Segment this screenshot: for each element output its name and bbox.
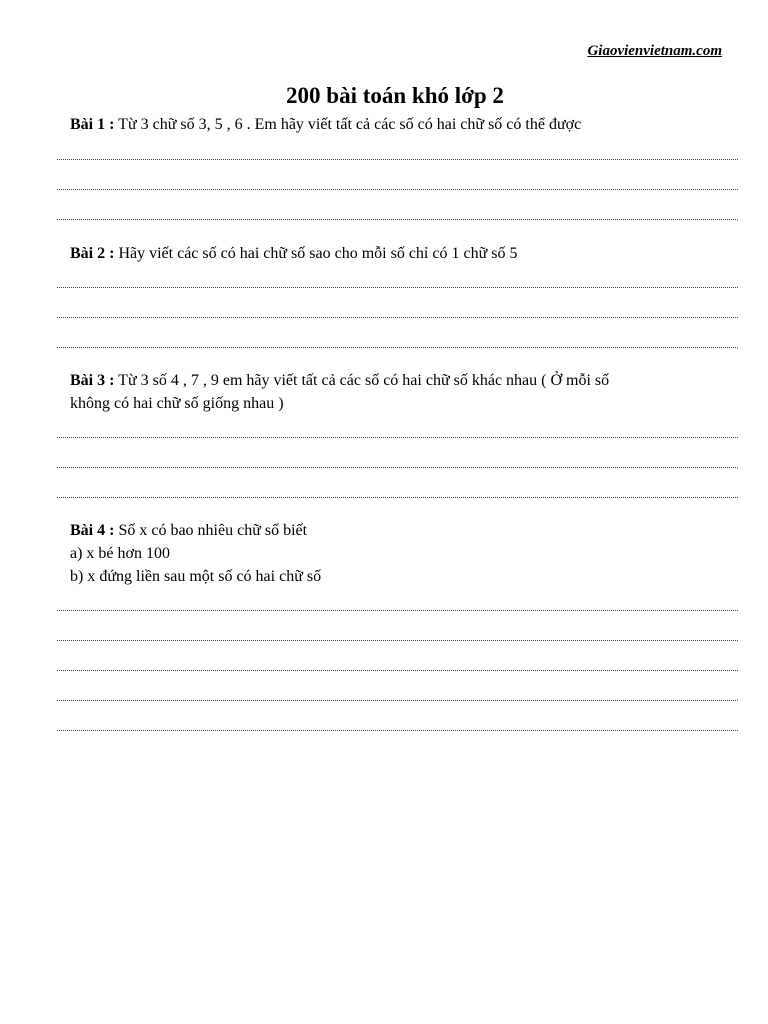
problem-4-statement [70,519,720,542]
answer-line [57,347,738,348]
answer-line [57,467,738,468]
document-title: 200 bài toán khó lớp 2 [286,83,504,108]
problem-3-statement [70,369,720,392]
answer-line [57,497,738,498]
problem-2-label: Bài 2 : [70,245,115,262]
answer-line [57,700,738,701]
answer-line [57,317,738,318]
answer-line [57,219,738,220]
problem-1-statement [70,113,720,136]
problem-1-text: Từ 3 chữ số 3, 5 , 6 . Em hãy viết tất cả các số có hai chữ số có thể được [114,116,582,133]
problem-2-statement [70,242,720,265]
problem-4-sub-a: a) x bé hơn 100 [70,545,170,562]
problem-2 [70,242,720,265]
site-header: Giaovienvietnam.com [587,43,722,59]
problem-4-text: Số x có bao nhiêu chữ số biết [114,522,308,539]
answer-line [57,287,738,288]
answer-line [57,610,738,611]
answer-line [57,159,738,160]
problem-1-label: Bài 1 : [70,116,115,133]
problem-4-label: Bài 4 : [70,522,115,539]
problem-4-sub-b: b) x đứng liền sau một số có hai chữ số [70,568,322,585]
answer-line [57,189,738,190]
problem-4 [70,519,720,588]
answer-line [57,670,738,671]
problem-3-continuation: không có hai chữ số giống nhau ) [70,395,284,412]
answer-line [57,640,738,641]
answer-line [57,437,738,438]
answer-line [57,730,738,731]
problem-3-label: Bài 3 : [70,372,115,389]
problem-1 [70,113,720,136]
problem-3-text: Từ 3 số 4 , 7 , 9 em hãy viết tất cả các số có hai chữ số khác nhau ( Ở mỗi số [114,372,610,389]
problem-3 [70,369,720,415]
problem-2-text: Hãy viết các số có hai chữ số sao cho mỗi số chỉ có 1 chữ số 5 [114,245,518,262]
